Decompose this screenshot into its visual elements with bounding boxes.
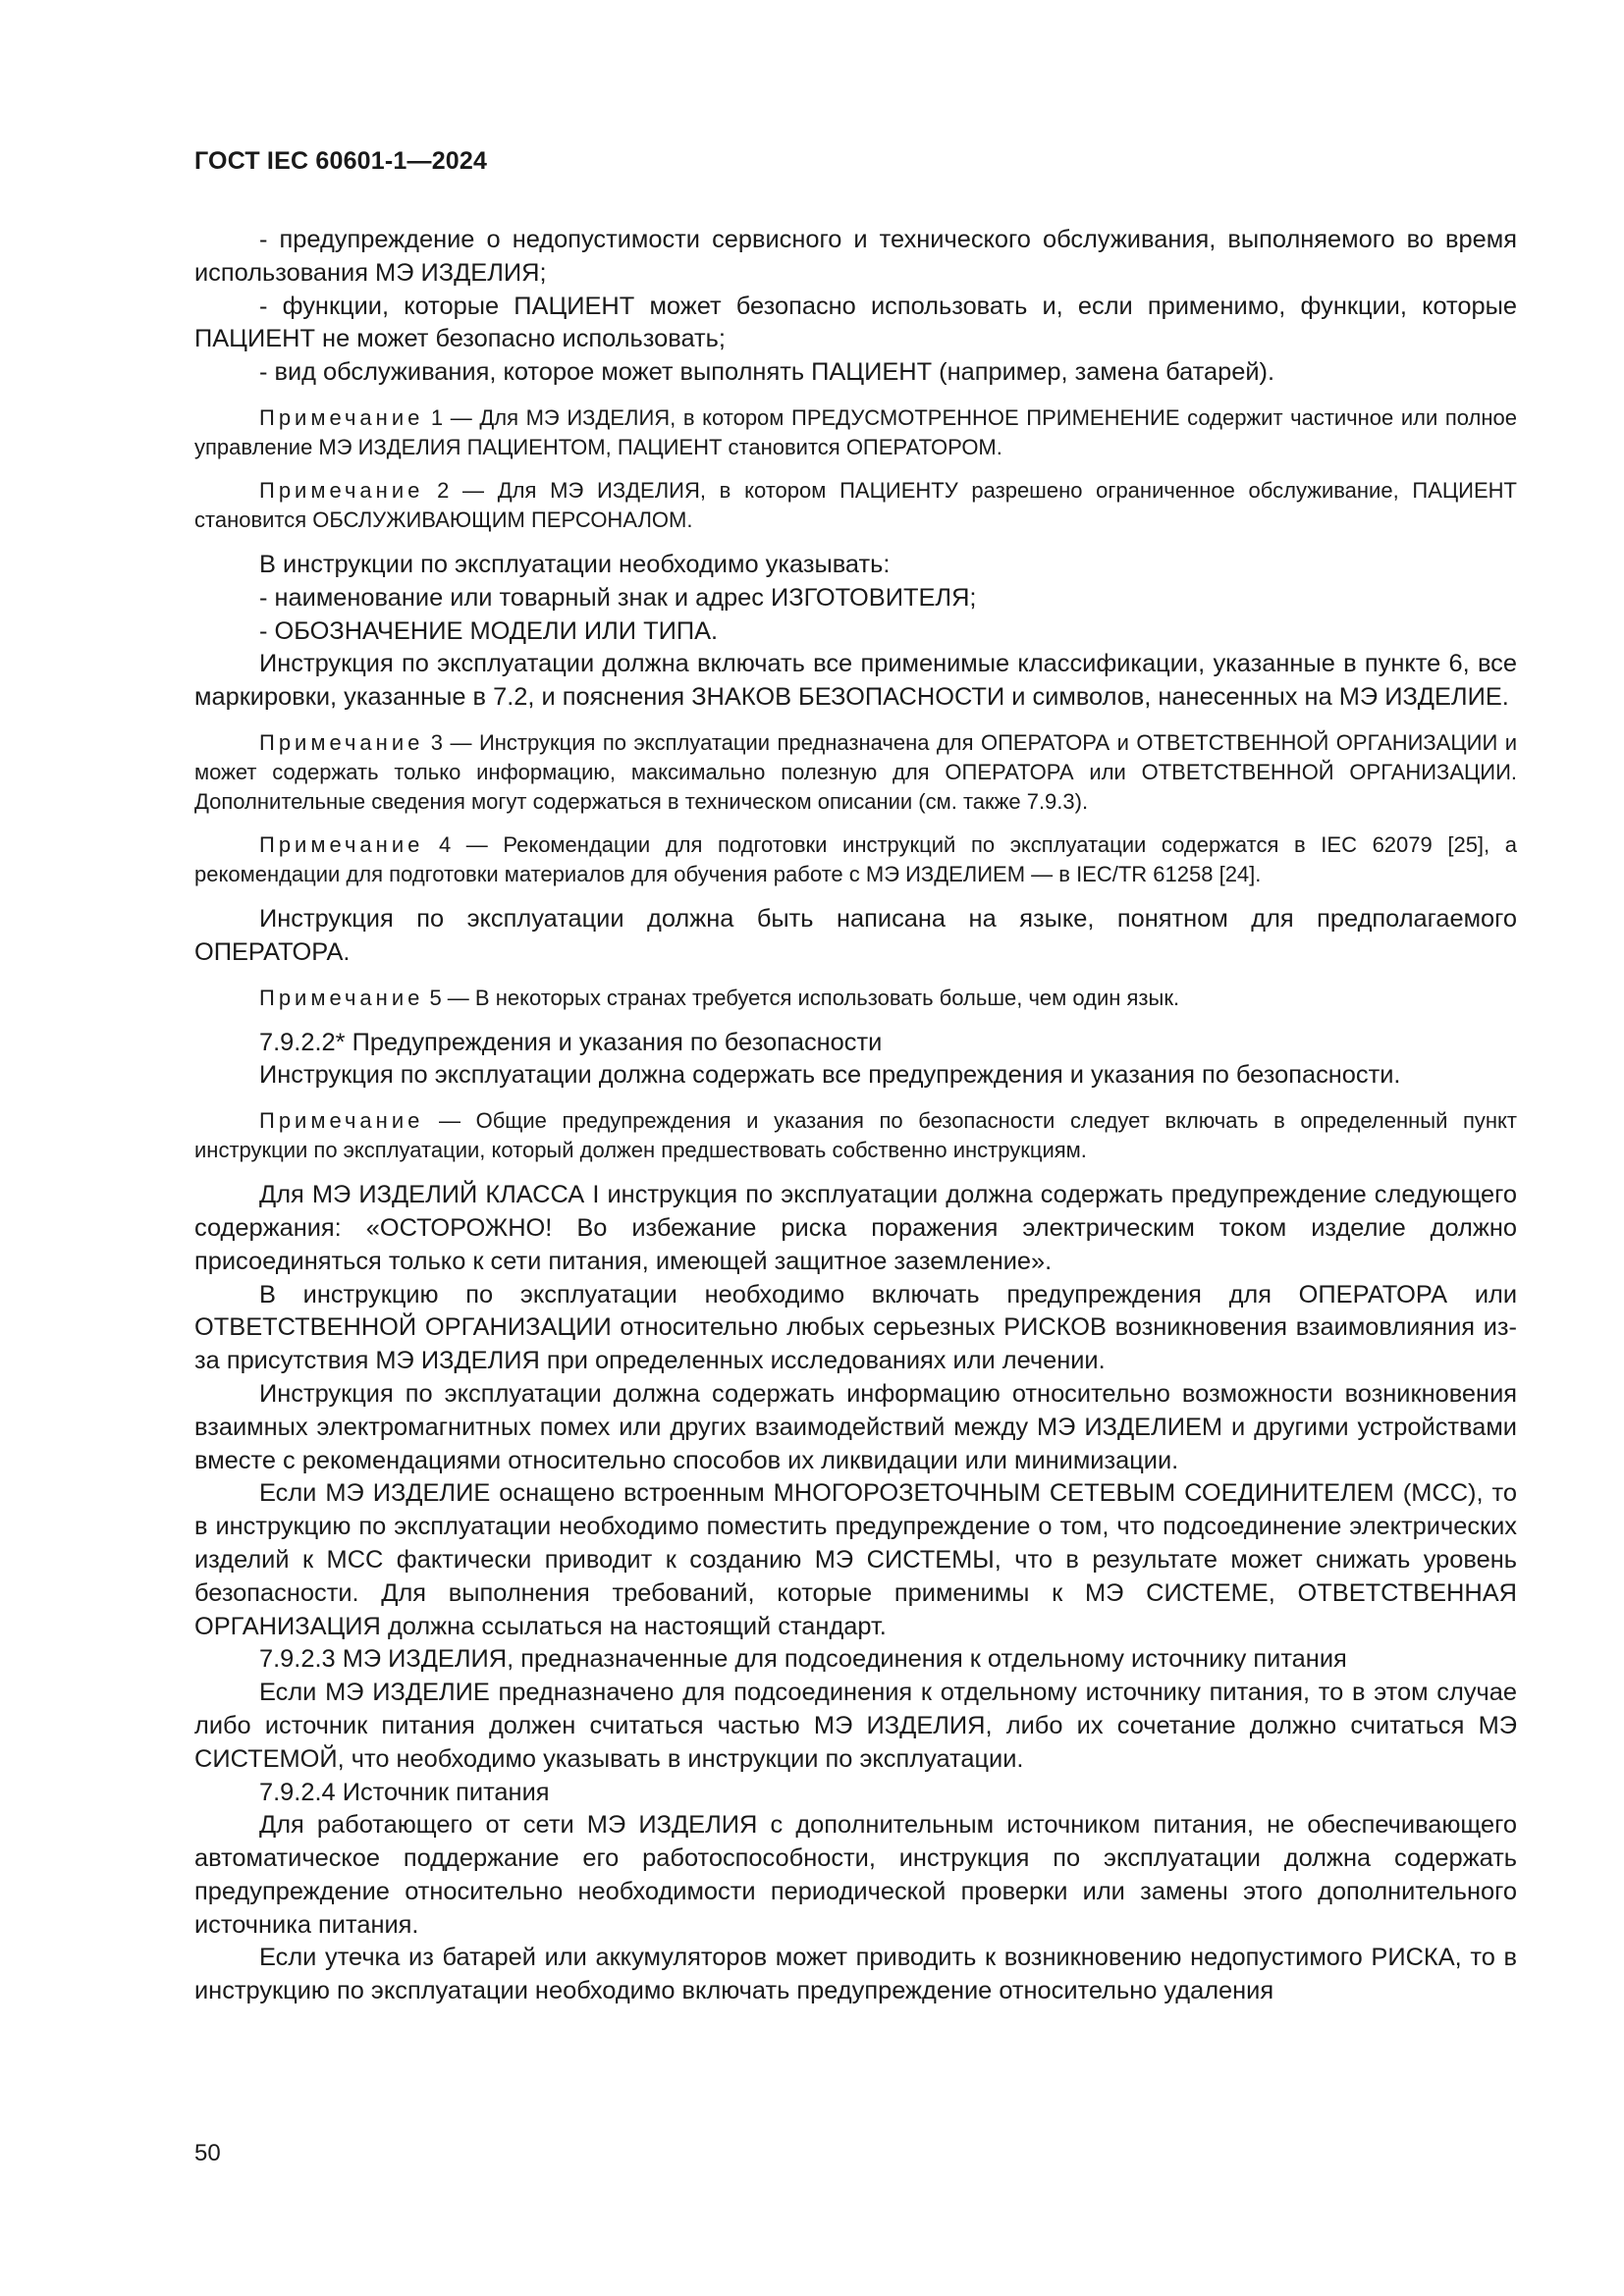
- note-2: [194, 476, 1517, 535]
- paragraph: Инструкция по эксплуатации должна содержать информацию относительно возможности возникновения взаимных электромагнитных помех или других взаимодействий между МЭ ИЗДЕЛИЕМ и другими устройствами вместе с рекомендациями относительно способов их ликвидации или минимизации.: [194, 1379, 1517, 1474]
- note-text: — Общие предупреждения и указания по безопасности следует включать в определенный пункт инструкции по эксплуатации, который должен предшествовать собственно инструкциям.: [194, 1108, 1517, 1163]
- paragraph: Для МЭ ИЗДЕЛИЙ КЛАССА I инструкция по эксплуатации должна содержать предупреждение следующего содержания: «ОСТОРОЖНО! Во избежание риска поражения электрическим током изделие должно присоединяться только к сети питания, имеющей защитное заземление».: [194, 1181, 1517, 1275]
- note-1: [194, 403, 1517, 462]
- note-6: [194, 1106, 1517, 1165]
- list-item: - функции, которые ПАЦИЕНТ может безопасно использовать и, если применимо, функции, которые ПАЦИЕНТ не может безопасно использовать;: [194, 292, 1517, 353]
- paragraph: В инструкцию по эксплуатации необходимо включать предупреждения для ОПЕРАТОРА или ОТВЕТСТВЕННОЙ ОРГАНИЗАЦИИ относительно любых серьезных РИСКОВ возникновения взаимовлияния из-за присутствия МЭ ИЗДЕЛИЯ при определенных исследованиях или лечении.: [194, 1280, 1517, 1375]
- note-label: Примечание: [259, 985, 424, 1010]
- page-number: 50: [194, 2140, 221, 2166]
- note-label: Примечание: [259, 477, 424, 503]
- page-header: ГОСТ IEC 60601-1—2024: [194, 147, 488, 175]
- note-label: Примечание: [259, 729, 424, 755]
- note-text: 5 — В некоторых странах требуется использовать больше, чем один язык.: [423, 985, 1180, 1010]
- paragraph: Инструкция по эксплуатации должна быть написана на языке, понятном для предполагаемого ОПЕРАТОРА.: [194, 904, 1517, 966]
- section-heading: 7.9.2.4 Источник питания: [259, 1778, 550, 1806]
- list-item: - наименование или товарный знак и адрес ИЗГОТОВИТЕЛЯ;: [259, 583, 977, 612]
- note-text: 1 — Для МЭ ИЗДЕЛИЯ, в котором ПРЕДУСМОТРЕННОЕ ПРИМЕНЕНИЕ содержит частичное или полное управление МЭ ИЗДЕЛИЯ ПАЦИЕНТОМ, ПАЦИЕНТ становится ОПЕРАТОРОМ.: [194, 404, 1517, 459]
- note-label: Примечание: [259, 831, 424, 857]
- paragraph: Инструкция по эксплуатации должна включать все применимые классификации, указанные в пункте 6, все маркировки, указанные в 7.2, и пояснения ЗНАКОВ БЕЗОПАСНОСТИ и символов, нанесенных на МЭ ИЗДЕЛИЕ.: [194, 650, 1517, 712]
- paragraph: Инструкция по эксплуатации должна содержать все предупреждения и указания по безопасности.: [259, 1061, 1401, 1090]
- paragraph: Если МЭ ИЗДЕЛИЕ оснащено встроенным МНОГОРОЗЕТОЧНЫМ СЕТЕВЫМ СОЕДИНИТЕЛЕМ (МСС), то в инструкцию по эксплуатации необходимо поместить предупреждение о том, что подсоединение электрических изделий к МСС фактически приводит к созданию МЭ СИСТЕМЫ, что в результате может снижать уровень безопасности. Для выполнения требований, которые применимы к МЭ СИСТЕМЕ, ОТВЕТСТВЕННАЯ ОРГАНИЗАЦИЯ должна ссылаться на настоящий стандарт.: [194, 1479, 1517, 1640]
- list-item: - вид обслуживания, которое может выполнять ПАЦИЕНТ (например, замена батарей).: [259, 358, 1275, 387]
- note-4: [194, 830, 1517, 889]
- paragraph: Если утечка из батарей или аккумуляторов может приводить к возникновению недопустимого РИСКА, то в инструкцию по эксплуатации необходимо включать предупреждение относительно удаления: [194, 1944, 1517, 2005]
- page-content: [194, 224, 1517, 2008]
- list-item: - предупреждение о недопустимости сервисного и технического обслуживания, выполняемого во время использования МЭ ИЗДЕЛИЯ;: [194, 226, 1517, 287]
- note-label: Примечание: [259, 404, 424, 430]
- note-3: [194, 728, 1517, 817]
- list-item: - ОБОЗНАЧЕНИЕ МОДЕЛИ ИЛИ ТИПА.: [259, 616, 719, 645]
- note-text: 3 — Инструкция по эксплуатации предназначена для ОПЕРАТОРА и ОТВЕТСТВЕННОЙ ОРГАНИЗАЦИИ и может содержать только информацию, максимально полезную для ОПЕРАТОРА или ОТВЕТСТВЕННОЙ ОРГАНИЗАЦИИ. Дополнительные сведения могут содержаться в техническом описании (см. также 7.9.3).: [194, 729, 1517, 814]
- note-label: Примечание: [259, 1108, 424, 1134]
- paragraph: В инструкции по эксплуатации необходимо указывать:: [259, 550, 891, 578]
- note-text: 4 — Рекомендации для подготовки инструкций по эксплуатации содержатся в IEC 62079 [25], а рекомендации для подготовки материалов для обучения работе с МЭ ИЗДЕЛИЕМ — в IEC/TR 61258 [24].: [194, 831, 1517, 886]
- section-heading: 7.9.2.3 МЭ ИЗДЕЛИЯ, предназначенные для подсоединения к отдельному источнику питания: [259, 1645, 1347, 1674]
- note-text: 2 — Для МЭ ИЗДЕЛИЯ, в котором ПАЦИЕНТУ разрешено ограниченное обслуживание, ПАЦИЕНТ становится ОБСЛУЖИВАЮЩИМ ПЕРСОНАЛОМ.: [194, 477, 1517, 532]
- section-heading: 7.9.2.2* Предупреждения и указания по безопасности: [259, 1028, 883, 1056]
- paragraph: Для работающего от сети МЭ ИЗДЕЛИЯ с дополнительным источником питания, не обеспечивающего автоматическое поддержание его работоспособности, инструкция по эксплуатации должна содержать предупреждение относительно необходимости периодической проверки или замены этого дополнительного источника питания.: [194, 1811, 1517, 1939]
- note-5: [194, 984, 1517, 1013]
- paragraph: Если МЭ ИЗДЕЛИЕ предназначено для подсоединения к отдельному источнику питания, то в этом случае либо источник питания должен считаться частью МЭ ИЗДЕЛИЯ, либо их сочетание должно считаться МЭ СИСТЕМОЙ, что необходимо указывать в инструкции по эксплуатации.: [194, 1679, 1517, 1773]
